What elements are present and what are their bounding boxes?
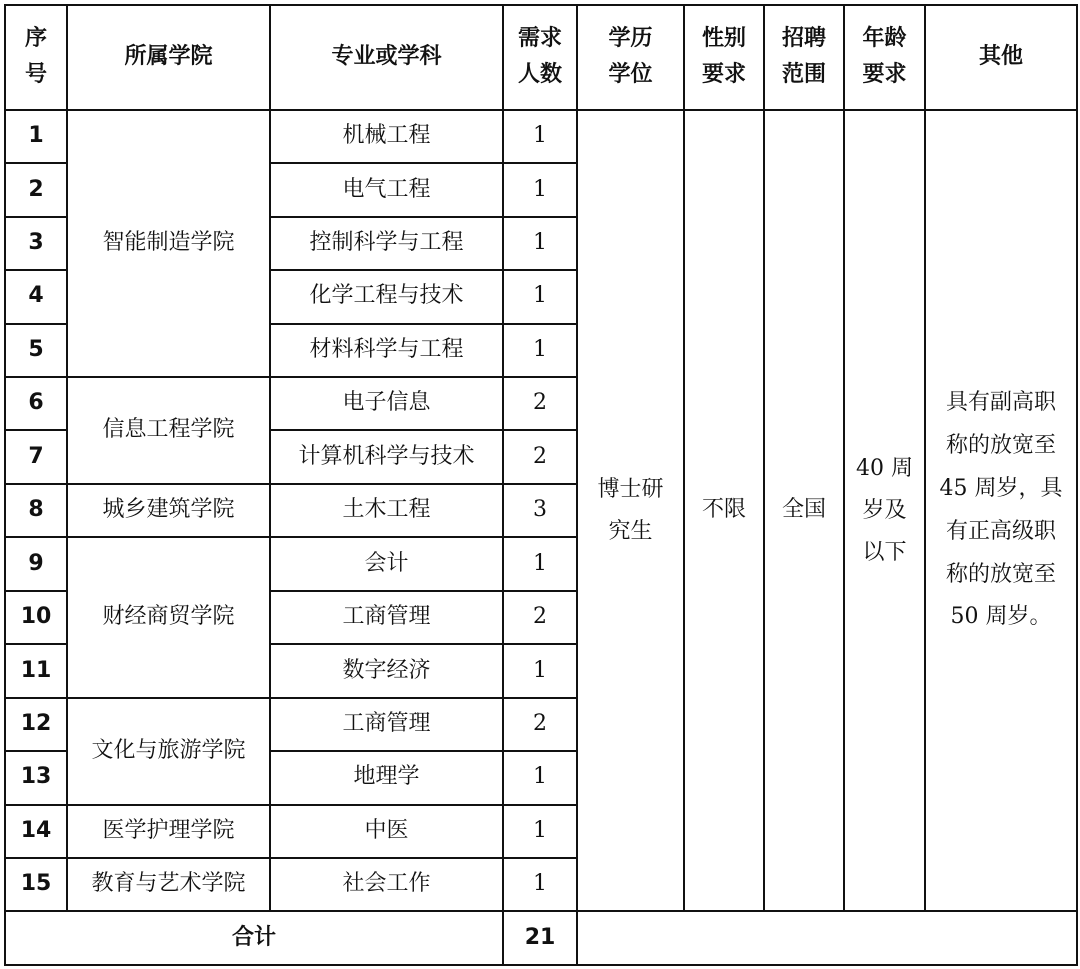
header-row (5, 5, 1077, 110)
row-seq: 13 (5, 751, 67, 804)
header-degree: 学历 学位 (577, 5, 684, 110)
gender-cell: 不限 (684, 110, 764, 912)
header-major: 专业或学科 (270, 5, 503, 110)
row-count: 3 (503, 484, 577, 537)
row-count: 2 (503, 377, 577, 430)
row-major: 化学工程与技术 (270, 270, 503, 323)
row-major: 中医 (270, 805, 503, 858)
row-major: 社会工作 (270, 858, 503, 911)
row-count: 1 (503, 324, 577, 377)
row-major: 控制科学与工程 (270, 217, 503, 270)
row-seq: 1 (5, 110, 67, 163)
other-cell: 具有副高职 称的放宽至 45 周岁，具 有正高级职 称的放宽至 50 周岁。 (925, 110, 1077, 912)
total-row (5, 911, 1077, 965)
row-count: 2 (503, 591, 577, 644)
table-row (5, 110, 1077, 163)
row-count: 1 (503, 751, 577, 804)
college-cell: 医学护理学院 (67, 805, 270, 858)
row-major: 计算机科学与技术 (270, 430, 503, 483)
scope-cell: 全国 (764, 110, 844, 912)
total-blank (577, 911, 1077, 965)
college-cell: 智能制造学院 (67, 110, 270, 377)
row-count: 1 (503, 270, 577, 323)
row-count: 1 (503, 537, 577, 590)
row-major: 土木工程 (270, 484, 503, 537)
row-seq: 14 (5, 805, 67, 858)
header-count: 需求 人数 (503, 5, 577, 110)
row-seq: 3 (5, 217, 67, 270)
row-seq: 2 (5, 163, 67, 216)
total-value: 21 (503, 911, 577, 965)
row-major: 电气工程 (270, 163, 503, 216)
row-seq: 4 (5, 270, 67, 323)
college-cell: 文化与旅游学院 (67, 698, 270, 805)
total-label: 合计 (5, 911, 503, 965)
row-major: 地理学 (270, 751, 503, 804)
row-seq: 12 (5, 698, 67, 751)
row-seq: 6 (5, 377, 67, 430)
row-major: 数字经济 (270, 644, 503, 697)
row-count: 2 (503, 430, 577, 483)
row-count: 1 (503, 217, 577, 270)
row-seq: 11 (5, 644, 67, 697)
row-seq: 10 (5, 591, 67, 644)
row-major: 工商管理 (270, 698, 503, 751)
row-count: 2 (503, 698, 577, 751)
row-count: 1 (503, 805, 577, 858)
header-scope: 招聘 范围 (764, 5, 844, 110)
row-count: 1 (503, 163, 577, 216)
row-seq: 8 (5, 484, 67, 537)
row-major: 机械工程 (270, 110, 503, 163)
recruitment-table (4, 4, 1078, 966)
row-major: 工商管理 (270, 591, 503, 644)
row-major: 材料科学与工程 (270, 324, 503, 377)
header-age: 年龄 要求 (844, 5, 925, 110)
header-seq: 序 号 (5, 5, 67, 110)
row-count: 1 (503, 110, 577, 163)
row-seq: 5 (5, 324, 67, 377)
row-seq: 9 (5, 537, 67, 590)
header-other: 其他 (925, 5, 1077, 110)
header-college: 所属学院 (67, 5, 270, 110)
age-cell: 40 周 岁及 以下 (844, 110, 925, 912)
row-seq: 15 (5, 858, 67, 911)
row-seq: 7 (5, 430, 67, 483)
row-count: 1 (503, 858, 577, 911)
row-major: 会计 (270, 537, 503, 590)
row-major: 电子信息 (270, 377, 503, 430)
college-cell: 城乡建筑学院 (67, 484, 270, 537)
row-count: 1 (503, 644, 577, 697)
college-cell: 信息工程学院 (67, 377, 270, 484)
college-cell: 财经商贸学院 (67, 537, 270, 697)
college-cell: 教育与艺术学院 (67, 858, 270, 911)
degree-cell: 博士研 究生 (577, 110, 684, 912)
header-gender: 性别 要求 (684, 5, 764, 110)
